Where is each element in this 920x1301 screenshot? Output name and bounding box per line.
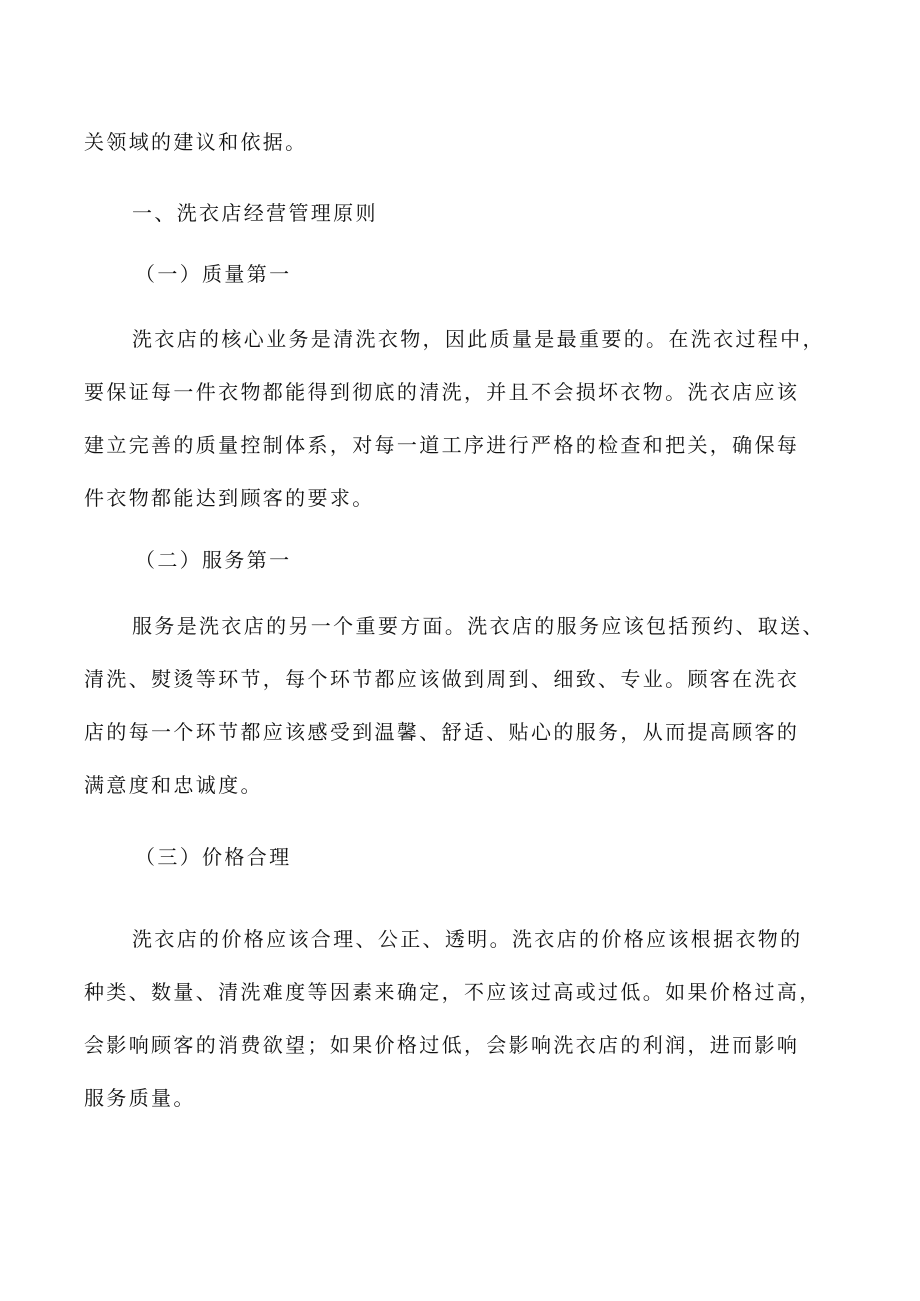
quality-paragraph-line: 洗衣店的核心业务是清洗衣物，因此质量是最重要的。在洗衣过程中，	[132, 327, 825, 351]
service-paragraph-line: 清洗、熨烫等环节，每个环节都应该做到周到、细致、专业。顾客在洗衣	[84, 667, 800, 691]
service-paragraph-line: 服务是洗衣店的另一个重要方面。洗衣店的服务应该包括预约、取送、	[132, 614, 825, 638]
subsection-heading-price: （三）价格合理	[135, 845, 292, 869]
subsection-heading-service: （二）服务第一	[135, 548, 292, 572]
price-paragraph-line: 服务质量。	[84, 1086, 196, 1110]
quality-paragraph-line: 建立完善的质量控制体系，对每一道工序进行严格的检查和把关，确保每	[84, 433, 800, 457]
service-paragraph-line: 店的每一个环节都应该感受到温馨、舒适、贴心的服务，从而提高顾客的	[84, 720, 800, 744]
service-paragraph-line: 满意度和忠诚度。	[84, 773, 263, 797]
price-paragraph-line: 洗衣店的价格应该合理、公正、透明。洗衣店的价格应该根据衣物的	[132, 927, 803, 951]
subsection-heading-quality: （一）质量第一	[135, 262, 292, 286]
section-heading: 一、洗衣店经营管理原则	[132, 201, 378, 225]
paragraph-continuation: 关领域的建议和依据。	[84, 130, 308, 154]
price-paragraph-line: 种类、数量、清洗难度等因素来确定，不应该过高或过低。如果价格过高，	[84, 980, 822, 1004]
quality-paragraph-line: 要保证每一件衣物都能得到彻底的清洗，并且不会损坏衣物。洗衣店应该	[84, 380, 800, 404]
price-paragraph-line: 会影响顾客的消费欲望；如果价格过低，会影响洗衣店的利润，进而影响	[84, 1033, 800, 1057]
quality-paragraph-line: 件衣物都能达到顾客的要求。	[84, 486, 375, 510]
